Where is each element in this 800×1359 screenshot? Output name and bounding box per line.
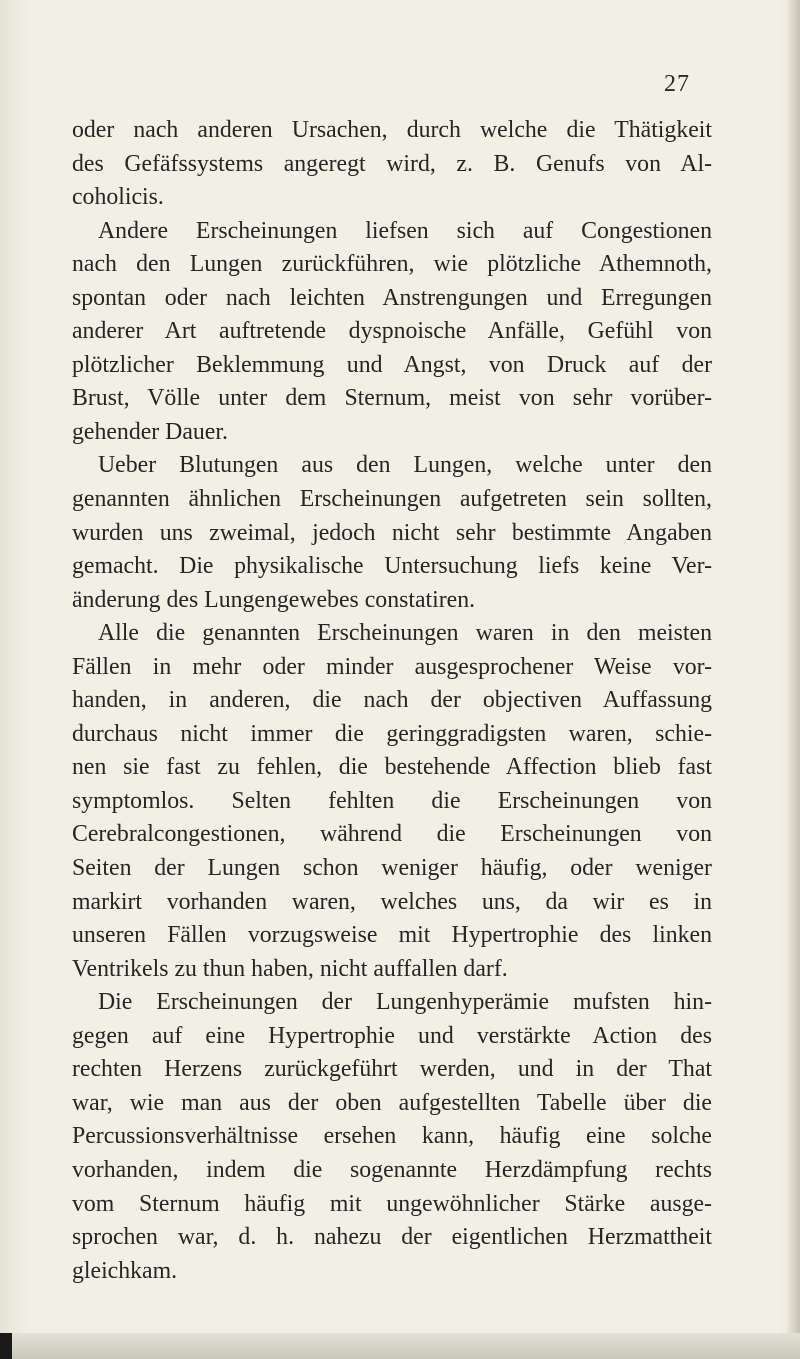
text-line: sprochen war, d. h. nahezu der eigentlichen Herzmattheit	[72, 1224, 712, 1251]
text-line: Fällen in mehr oder minder ausgesprochener Weise vor-	[72, 653, 712, 680]
body-text	[72, 114, 712, 1288]
text-line: gleichkam.	[72, 1257, 178, 1284]
text-line: spontan oder nach leichten Anstrengungen und Erregungen	[72, 284, 712, 311]
text-line: durchaus nicht immer die geringgradigsten waren, schie-	[72, 720, 712, 747]
scan-bottom-margin	[0, 1333, 800, 1359]
text-line: Ventrikels zu thun haben, nicht auffallen darf.	[72, 955, 508, 982]
text-line: nach den Lungen zurückführen, wie plötzliche Athemnoth,	[72, 251, 712, 278]
text-line: vom Sternum häufig mit ungewöhnlicher Stärke ausge-	[72, 1190, 712, 1217]
text-line: Percussionsverhältnisse ersehen kann, häufig eine solche	[72, 1123, 712, 1150]
text-line: wurden uns zweimal, jedoch nicht sehr bestimmte Angaben	[72, 519, 712, 546]
text-line: handen, in anderen, die nach der objectiven Auffassung	[72, 687, 712, 714]
text-line: Ueber Blutungen aus den Lungen, welche unter den	[98, 452, 712, 479]
text-line: änderung des Lungengewebes constatiren.	[72, 586, 476, 613]
text-line: Alle die genannten Erscheinungen waren in den meisten	[98, 620, 712, 647]
text-line: vorhanden, indem die sogenannte Herzdämpfung rechts	[72, 1156, 712, 1183]
text-line: markirt vorhanden waren, welches uns, da wir es in	[72, 888, 712, 915]
text-line: oder nach anderen Ursachen, durch welche die Thätigkeit	[72, 117, 712, 143]
text-line: war, wie man aus der oben aufgestellten Tabelle über die	[72, 1089, 712, 1116]
text-line: anderer Art auftretende dyspnoische Anfälle, Gefühl von	[72, 318, 712, 345]
text-line: Brust, Völle unter dem Sternum, meist von sehr vorüber-	[72, 385, 712, 412]
text-line: genannten ähnlichen Erscheinungen aufgetreten sein sollten,	[72, 486, 712, 513]
text-line: nen sie fast zu fehlen, die bestehende Affection blieb fast	[72, 754, 712, 781]
text-line: symptomlos. Selten fehlten die Erscheinungen von	[72, 787, 712, 814]
text-line: Cerebralcongestionen, während die Erscheinungen von	[72, 821, 712, 848]
text-line: gemacht. Die physikalische Untersuchung liefs keine Ver-	[72, 553, 712, 580]
text-line: gegen auf eine Hypertrophie und verstärkte Action des	[72, 1022, 712, 1049]
text-line: Seiten der Lungen schon weniger häufig, oder weniger	[72, 855, 712, 882]
scan-corner-mark	[0, 1333, 12, 1359]
text-line: Andere Erscheinungen liefsen sich auf Congestionen	[98, 217, 712, 244]
text-line: des Gefäfssystems angeregt wird, z. B. Genufs von Al-	[72, 150, 712, 177]
text-line: unseren Fällen vorzugsweise mit Hypertrophie des linken	[72, 922, 712, 949]
text-line: plötzlicher Beklemmung und Angst, von Druck auf der	[72, 351, 712, 378]
page-number: 27	[664, 71, 690, 97]
text-line: rechten Herzens zurückgeführt werden, und in der That	[72, 1056, 712, 1083]
page-edge-shadow	[786, 0, 800, 1359]
text-line: gehender Dauer.	[72, 418, 228, 445]
text-line: Die Erscheinungen der Lungenhyperämie mufsten hin-	[98, 989, 712, 1016]
text-line: coholicis.	[72, 184, 164, 211]
